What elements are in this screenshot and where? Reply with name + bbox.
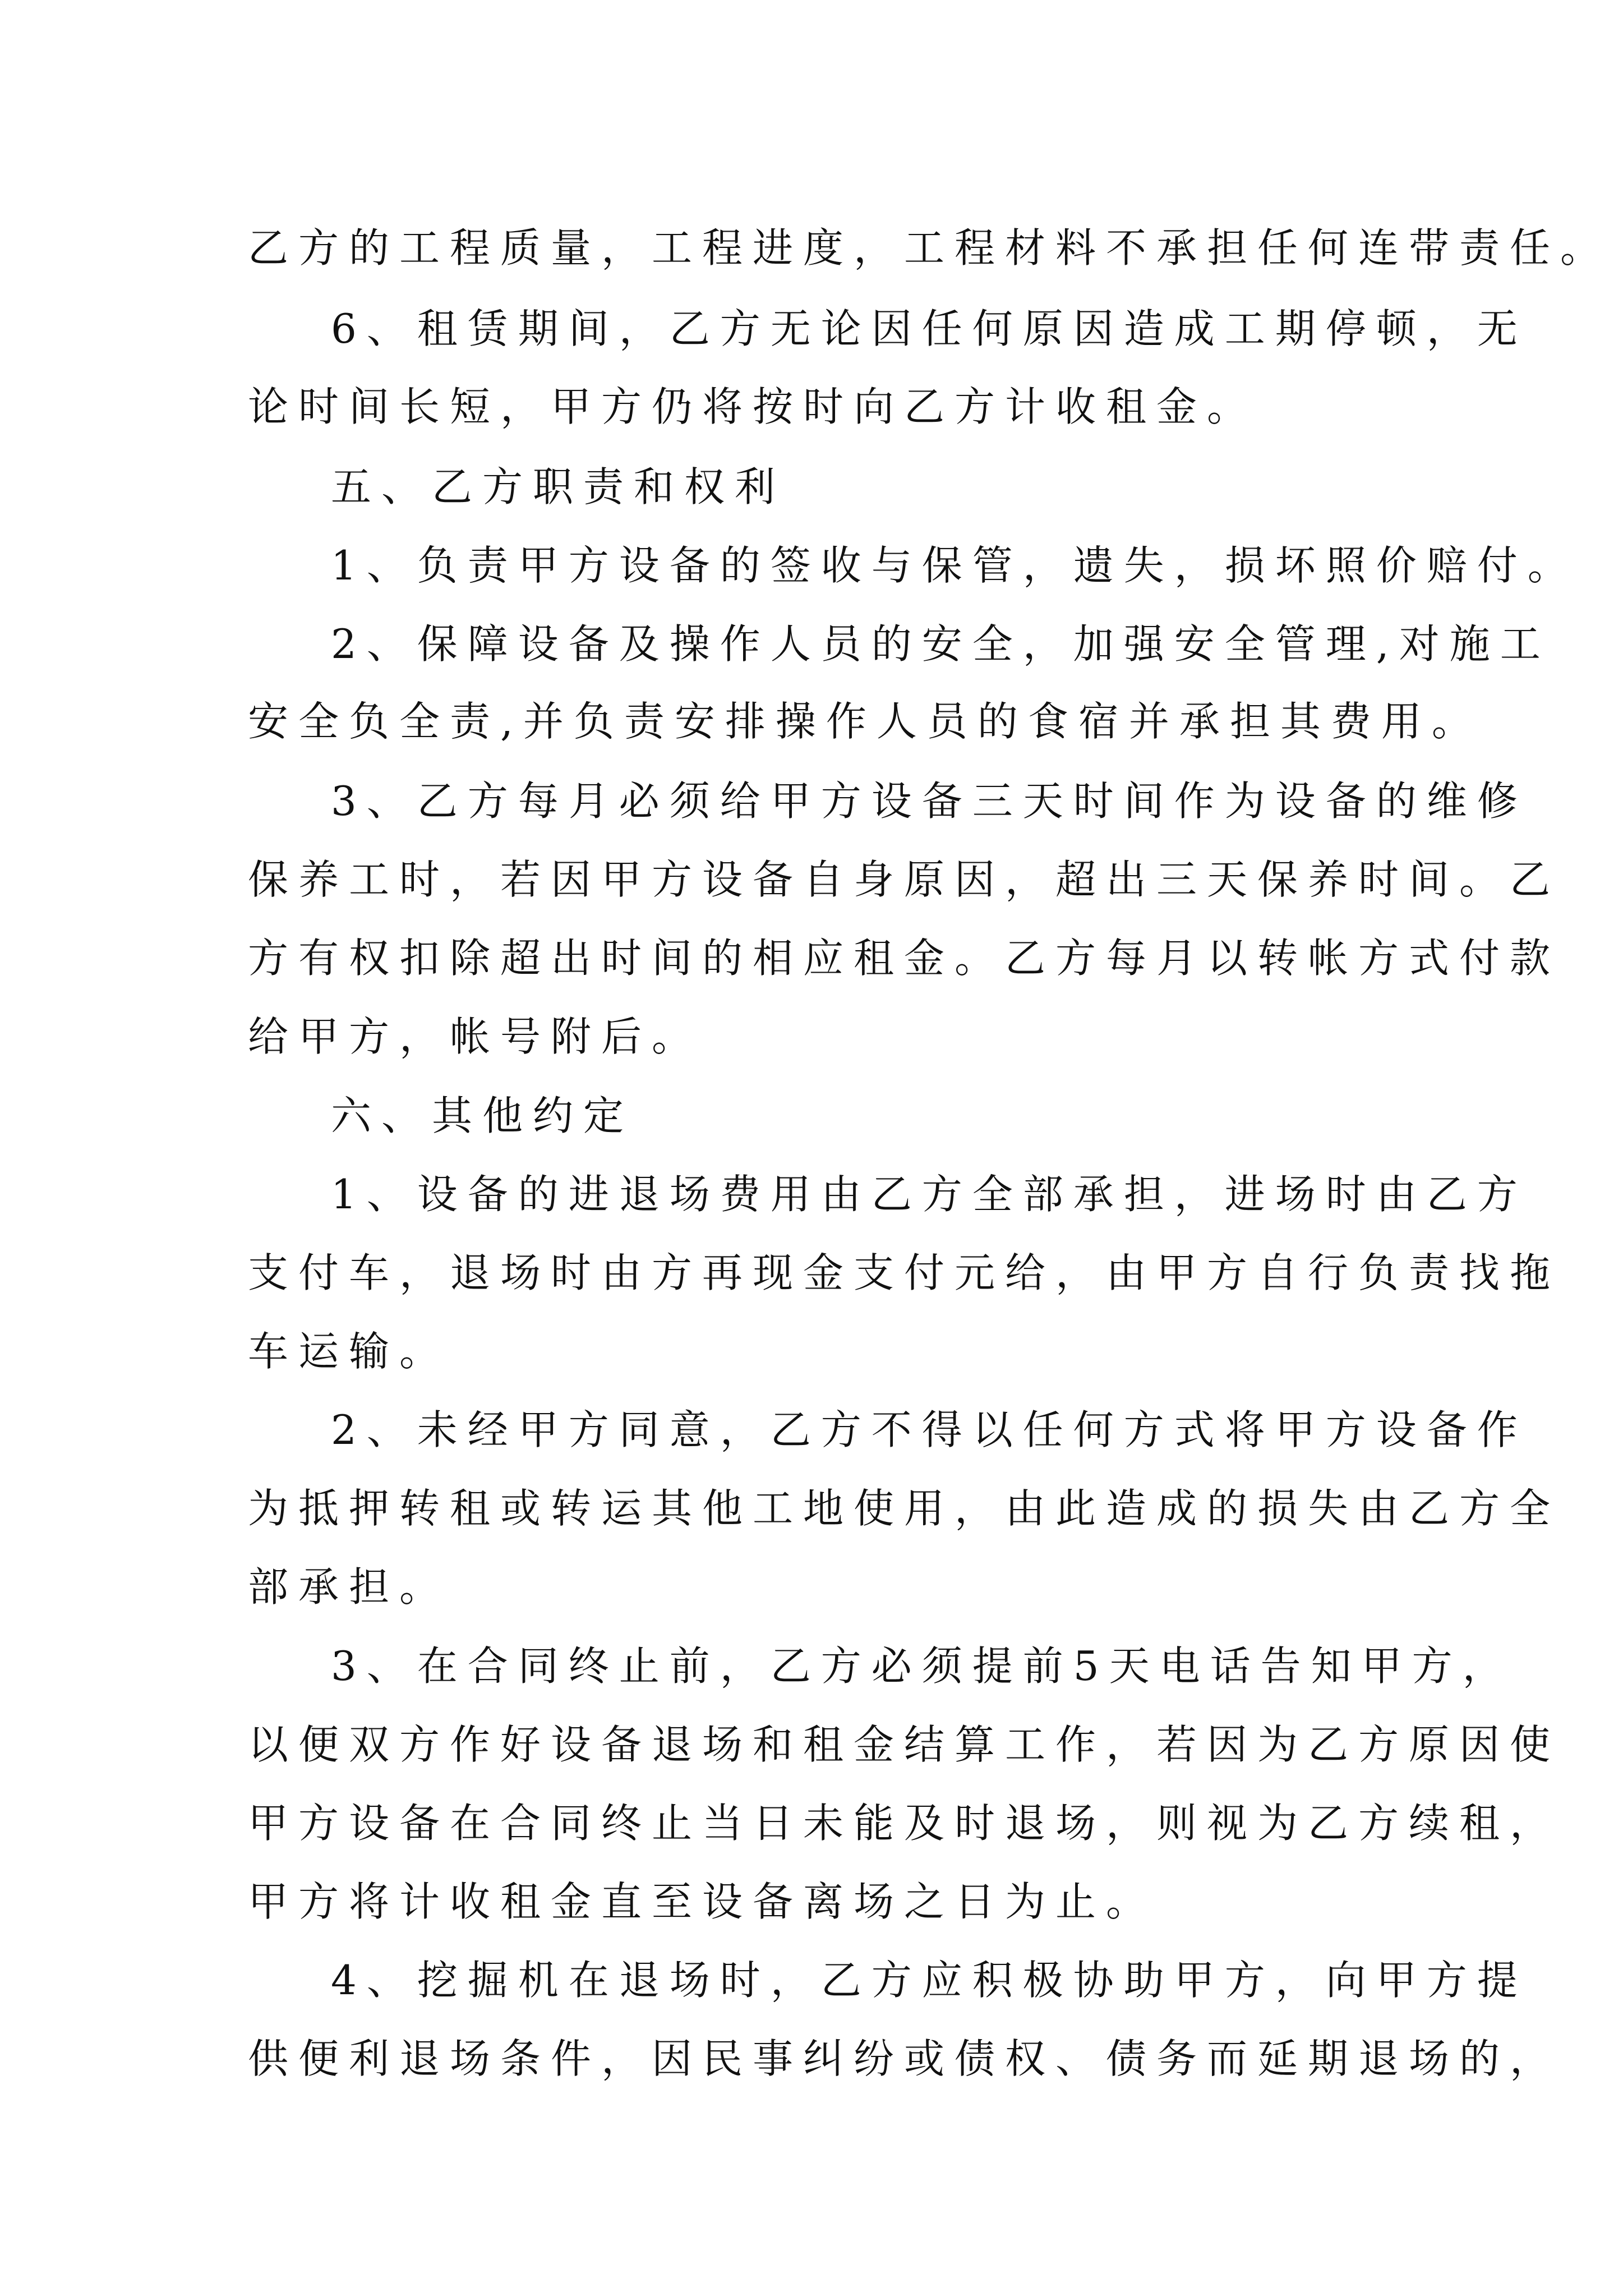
text-line: 2、保障设备及操作人员的安全，加强安全管理,对施工 [331, 620, 1551, 668]
text-line: 支付车，退场时由方再现金支付元给，由甲方自行负责找拖 [248, 1249, 1561, 1296]
text-line: 为抵押转租或转运其他工地使用，由此造成的损失由乙方全 [248, 1485, 1561, 1532]
text-line: 车运输。 [248, 1328, 450, 1375]
text-line: 安全负全责,并负责安排操作人员的食宿并承担其费用。 [248, 698, 1482, 745]
text-line: 1、设备的进退场费用由乙方全部承担，进场时由乙方 [331, 1171, 1528, 1218]
text-line: 论时间长短，甲方仍将按时向乙方计收租金。 [248, 383, 1258, 430]
text-line: 4、挖掘机在退场时，乙方应积极协助甲方，向甲方提 [331, 1957, 1528, 2004]
text-line: 给甲方，帐号附后。 [248, 1013, 703, 1060]
section-heading: 六、其他约定 [331, 1092, 634, 1139]
text-line: 方有权扣除超出时间的相应租金。乙方每月以转帐方式付款 [248, 935, 1561, 982]
text-line: 部承担。 [248, 1563, 450, 1611]
text-line: 1、负责甲方设备的签收与保管，遗失，损坏照价赔付。 [331, 542, 1578, 589]
text-line: 2、未经甲方同意，乙方不得以任何方式将甲方设备作 [331, 1406, 1528, 1453]
text-line: 供便利退场条件，因民事纠纷或债权、债务而延期退场的， [248, 2035, 1561, 2082]
text-line: 甲方将计收租金直至设备离场之日为止。 [248, 1878, 1157, 1925]
text-line: 乙方的工程质量，工程进度，工程材料不承担任何连带责任。 [248, 224, 1611, 272]
text-line: 甲方设备在合同终止当日未能及时退场，则视为乙方续租， [248, 1800, 1561, 1847]
text-line: 以便双方作好设备退场和租金结算工作，若因为乙方原因使 [248, 1721, 1561, 1768]
section-heading: 五、乙方职责和权利 [331, 463, 786, 510]
text-line: 保养工时，若因甲方设备自身原因，超出三天保养时间。乙 [248, 856, 1561, 903]
text-line: 3、乙方每月必须给甲方设备三天时间作为设备的维修 [331, 777, 1528, 825]
text-line: 6、租赁期间，乙方无论因任何原因造成工期停顿，无 [331, 305, 1528, 352]
text-line: 3、在合同终止前，乙方必须提前5天电话告知甲方， [331, 1642, 1513, 1690]
